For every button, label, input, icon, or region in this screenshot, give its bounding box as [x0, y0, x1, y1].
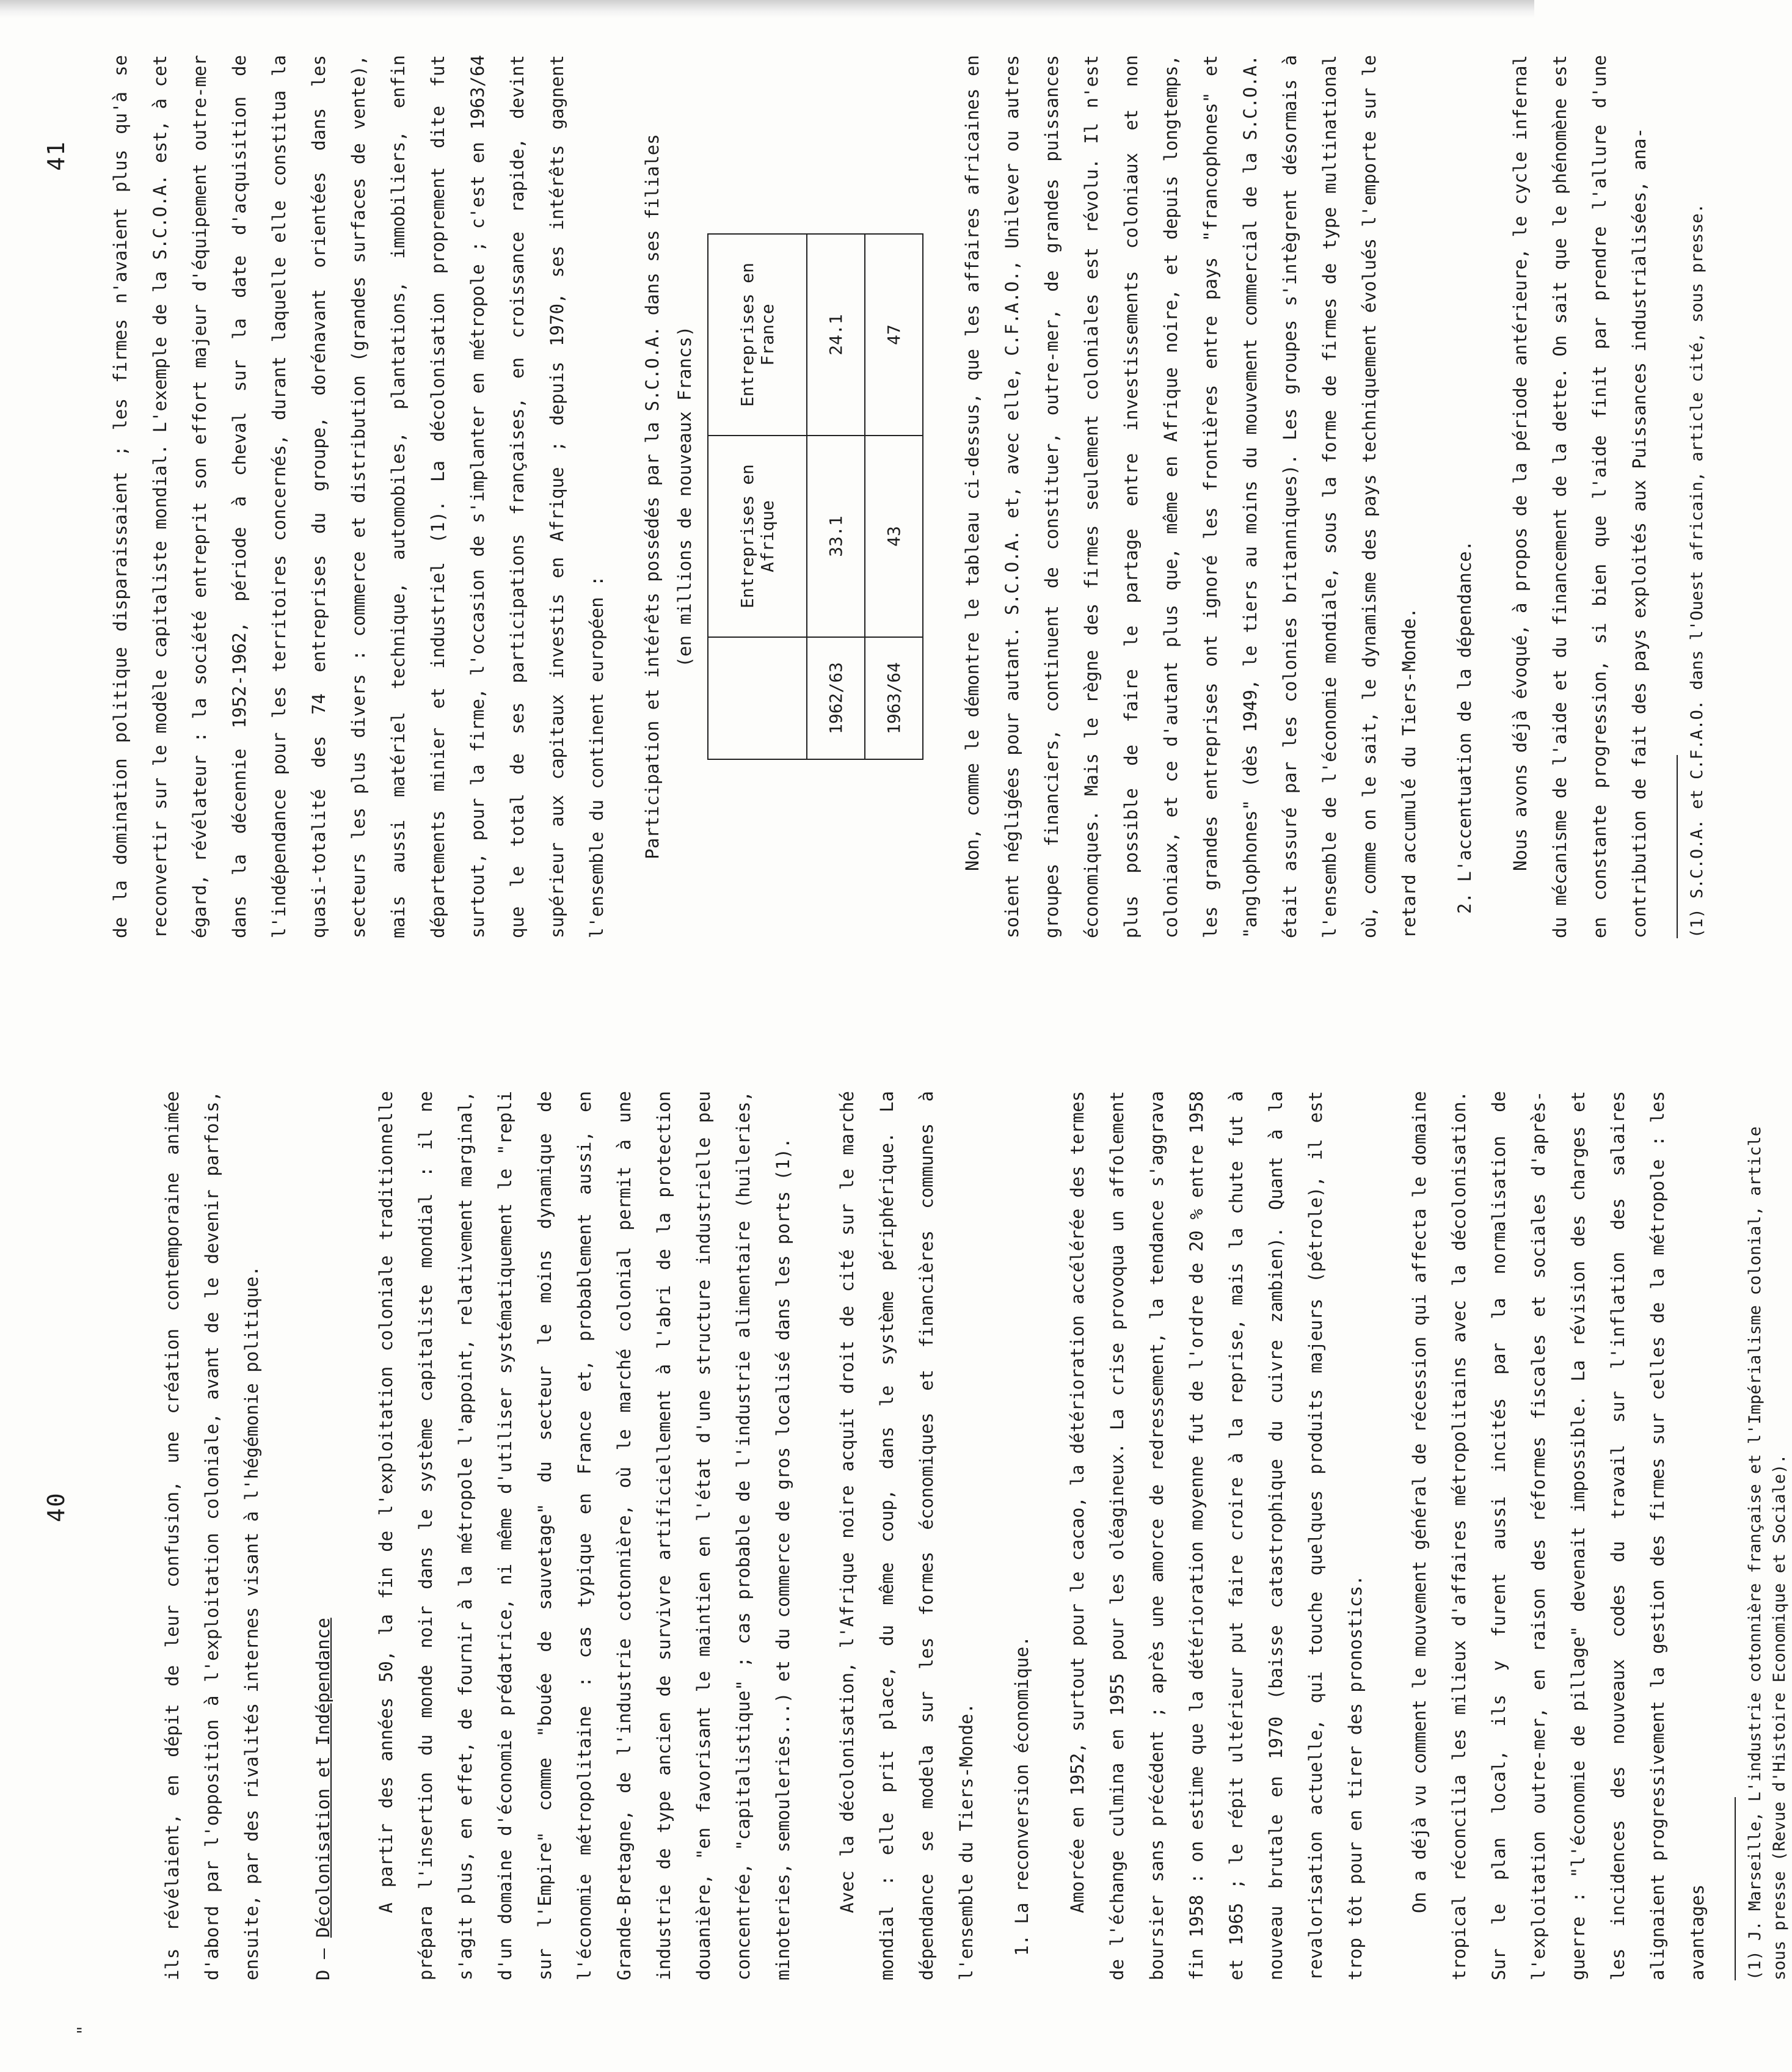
footnote-rule: [1677, 755, 1678, 938]
data-table: [707, 233, 923, 760]
footnote: (1) S.C.O.A. et C.F.A.O. dans l'Ouest africain, article cité, sous presse.: [1688, 203, 1706, 938]
subsection-heading: 2. L'accentuation de la dépendance.: [1454, 540, 1475, 914]
paragraph: Amorcée en 1952, surtout pour le cacao, la détérioration accélérée des termes de l'échange culmina en 1955 pour les oléagineux. La crise provoqua un affolement boursier sans précédent ; après une amorce de redressement, la tendance s'aggrava fin 1958 : on estime que la détérioration moyenne fut de l'ordre de 20 % entre 1958 et 1965 ; le répit ultérieur put faire croire à la reprise, mais la chute fut à nouveau brutale en 1970 (baisse catastrophique du cuivre zambien). Quant à la revalorisation actuelle, qui touche quelques produits majeurs (pétrole), il est trop tôt pour en tirer des pronostics.: [1067, 1091, 1366, 1980]
table-cell: 47: [865, 234, 923, 436]
table-header-cell: Entreprises en Afrique: [708, 436, 807, 637]
table-header-cell: [708, 637, 807, 759]
page-number: 40: [43, 1492, 70, 1522]
section-prefix: D –: [313, 1938, 333, 1980]
table-block: [634, 55, 923, 938]
table-cell: 24.1: [807, 234, 865, 436]
table-row: [807, 234, 865, 759]
section-title: Décolonisation et Indépendance: [313, 1618, 333, 1938]
table-header-cell: Entreprises en France: [708, 234, 807, 436]
footnote: (1) J. Marseille, L'industrie cotonnière française et l'Impérialisme colonial, article sous presse (Revue d'Histoire Economique et Sociale).: [1746, 1126, 1789, 1980]
subsection-heading: 1. La reconversion économique.: [1011, 1636, 1032, 1956]
table-unit: (en millions de nouveaux Francs): [674, 326, 695, 668]
table-cell: 1962/63: [807, 637, 865, 759]
page-right: [0, 0, 1706, 1036]
paragraph: ils révélaient, en dépit de leur confusion, une création contemporaine animée d'abord par l'opposition à l'exploitation coloniale, avant de le devenir parfois, ensuite, par des rivalités internes visant à l'hégémonie politique.: [162, 1091, 262, 1980]
section-heading: [304, 1091, 343, 1980]
page-left: [0, 1036, 1789, 2072]
table-header-row: [708, 234, 807, 759]
table-cell: 33.1: [807, 436, 865, 637]
footnote-rule: [1735, 1797, 1736, 1980]
paragraph: On a déjà vu comment le mouvement général de récession qui affecta le domaine tropical réconcilia les milieux d'affaires métropolitains avec la décolonisation. Sur le plan local, ils y furent aussi incités par la normalisation de l'exploitation outre-mer, en raison des réformes fiscales et sociales d'après-guerre : "l'économie de pillage" devenait impossible. La révision des charges et les incidences des nouveaux codes du travail sur l'inflation des salaires alignaient progressivement la gestion des firmes sur celles de la métropole : les avantages: [1409, 1091, 1708, 1980]
paragraph: Non, comme le démontre le tableau ci-dessus, que les affaires africaines en soient négligées pour autant. S.C.O.A. et, avec elle, C.F.A.O., Unilever ou autres groupes financiers, continuent de constituer, outre-mer, de grandes puissances économiques. Mais le règne des firmes seulement coloniales est révolu. Il n'est plus possible de faire le partage entre investissements coloniaux et non coloniaux, et ce d'autant plus que, même en Afrique noire, et depuis longtemps, les grandes entreprises ont ignoré les frontières entre pays "francophones" et "anglophones" (dès 1949, le tiers au moins du mouvement commercial de la S.C.O.A. était assuré par les colonies britanniques). Les groupes s'intègrent désormais à l'ensemble de l'économie mondiale, sous la forme de firmes de type multinational où, comme on le sait, le dynamisme des pays techniquement évolués l'emporte sur le retard accumulé du Tiers-Monde.: [962, 55, 1419, 938]
paragraph: A partir des années 50, la fin de l'exploitation coloniale traditionnelle prépara l'insertion du monde noir dans le système capitaliste mondial : il ne s'agit plus, en effet, de fournir à la métropole l'appoint, relativement marginal, d'un domaine d'économie prédatrice, ni même d'utiliser systématiquement le "repli sur l'Empire" comme "bouée de sauvetage" du secteur le moins dynamique de l'économie métropolitaine : cas typique en France et, probablement aussi, en Grande-Bretagne, de l'industrie cotonnière, où le marché colonial permit à une industrie de type ancien de survivre artificiellement à l'abri de la protection douanière, "en favorisant le maintien en l'état d'une structure industrielle peu concentrée, "capitalistique" ; cas probable de l'industrie alimentaire (huileries, minoteries, semouleries...) et du commerce de gros localisé dans les ports (1).: [376, 1091, 793, 1980]
table-caption: Participation et intérêts possédés par la S.C.O.A. dans ses filiales: [642, 134, 663, 859]
table-row: [865, 234, 923, 759]
paragraph: de la domination politique disparaissaient ; les firmes n'avaient plus qu'à se reconvertir sur le modèle capitaliste mondial. L'exemple de la S.C.O.A. est, à cet égard, révélateur : la société entreprit son effort majeur d'équipement outre-mer dans la décennie 1952-1962, période à cheval sur la date d'acquisition de l'indépendance pour les territoires concernés, durant laquelle elle constitua la quasi-totalité des 74 entreprises du groupe, dorénavant orientées dans les secteurs les plus divers : commerce et distribution (grandes surfaces de vente), mais aussi matériel technique, automobiles, plantations, immobiliers, enfin départements minier et industriel (1). La décolonisation proprement dite fut surtout, pour la firme, l'occasion de s'implanter en métropole ; c'est en 1963/64 que le total de ses participations françaises, en croissance rapide, devint supérieur aux capitaux investis en Afrique ; depuis 1970, ses intérêts gagnent l'ensemble du continent européen :: [110, 55, 607, 938]
paragraph: Avec la décolonisation, l'Afrique noire acquit droit de cité sur le marché mondial : elle prit place, du même coup, dans le système périphérique. La dépendance se modela sur les formes économiques et financières communes à l'ensemble du Tiers-Monde.: [837, 1091, 977, 1980]
table-cell: 43: [865, 436, 923, 637]
margin-mark: ": [73, 2025, 93, 2035]
page-number: 41: [43, 140, 70, 171]
table-cell: 1963/64: [865, 637, 923, 759]
paragraph: Nous avons déjà évoqué, à propos de la période antérieure, le cycle infernal du mécanisme de l'aide et du financement de la dette. On sait que le phénomène est en constante progression, si bien que l'aide finit par prendre l'allure d'une contribution de fait des pays exploités aux Puissances industrialisées, ana-: [1510, 55, 1650, 938]
